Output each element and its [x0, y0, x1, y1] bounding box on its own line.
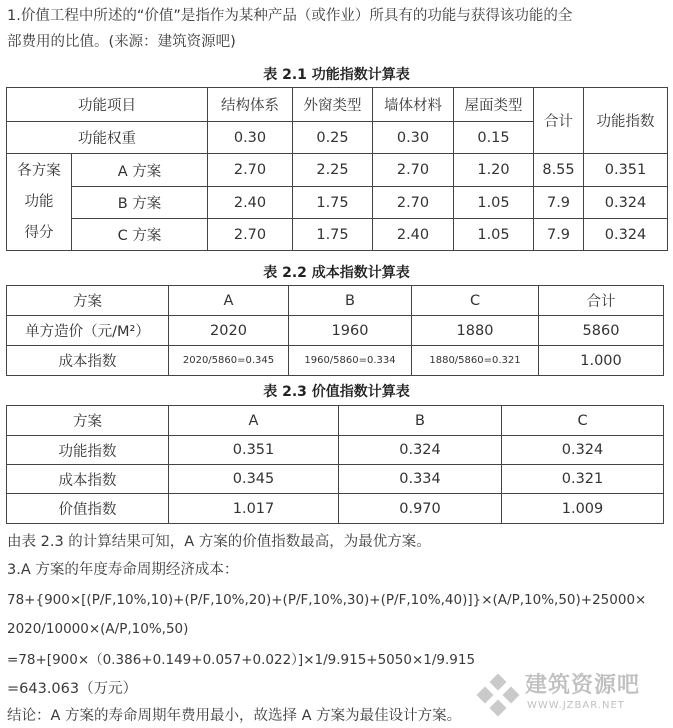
cell: 1.017 — [169, 494, 339, 524]
header-c: C — [502, 406, 664, 436]
cell: 1.75 — [293, 187, 373, 219]
weight-value: 0.30 — [373, 122, 454, 154]
row-label: 成本指数 — [7, 346, 169, 376]
value-index-table — [6, 405, 664, 524]
header-total: 合计 — [539, 286, 664, 316]
intro-line-1: 1.价值工程中所述的“价值”是指作为某种产品（或作业）所具有的功能与获得该功能的全 — [7, 8, 573, 24]
scheme-name: A 方案 — [72, 154, 208, 187]
cell: 2.70 — [208, 219, 293, 251]
table2-caption: 表 2.2 成本指数计算表 — [263, 265, 410, 281]
function-index-table — [6, 87, 668, 251]
cell: 2.70 — [373, 154, 454, 187]
header-roof: 屋面类型 — [454, 88, 534, 122]
table1-caption: 表 2.1 功能指数计算表 — [263, 67, 410, 83]
cell: 1.000 — [539, 346, 664, 376]
table3-caption: 表 2.3 价值指数计算表 — [263, 384, 410, 400]
intro-line-2: 部费用的比值。(来源：建筑资源吧) — [7, 34, 236, 50]
group-label-line: 得分 — [24, 224, 54, 241]
cell: 7.9 — [534, 219, 584, 251]
weight-value: 0.25 — [293, 122, 373, 154]
cell: 1880/5860=0.321 — [412, 346, 539, 376]
header-total: 合计 — [534, 88, 584, 154]
row-label: 功能指数 — [7, 436, 169, 465]
header-a: A — [169, 406, 339, 436]
header-b: B — [339, 406, 502, 436]
header-function-item: 功能项目 — [7, 88, 208, 122]
cell: 7.9 — [534, 187, 584, 219]
cell: 1.05 — [454, 219, 534, 251]
cell: 1.05 — [454, 187, 534, 219]
cell: 2.25 — [293, 154, 373, 187]
formula-line-3: =78+[900×（0.386+0.149+0.057+0.022）]×1/9.915+5050×1/9.915 — [7, 652, 476, 668]
section-3-heading: 3.A 方案的年度寿命周期经济成本： — [7, 562, 239, 578]
cell: 1.75 — [293, 219, 373, 251]
cell: 2.70 — [373, 187, 454, 219]
cell: 1.20 — [454, 154, 534, 187]
cell: 2.40 — [373, 219, 454, 251]
group-label-line: 功能 — [24, 193, 54, 210]
cell: 0.324 — [584, 219, 668, 251]
cell: 1960/5860=0.334 — [289, 346, 412, 376]
scheme-name: B 方案 — [72, 187, 208, 219]
scheme-name: C 方案 — [72, 219, 208, 251]
conclusion-1: 由表 2.3 的计算结果可知，A 方案的价值指数最高，为最优方案。 — [7, 534, 431, 550]
watermark — [475, 666, 665, 726]
cell: 2020 — [169, 316, 289, 346]
watermark-url: WWW.JZBAR.NET — [527, 700, 625, 711]
header-a: A — [169, 286, 289, 316]
watermark-logo-icon — [475, 674, 521, 720]
watermark-name: 建筑资源吧 — [525, 673, 641, 698]
row-label: 成本指数 — [7, 465, 169, 494]
cell: 2.40 — [208, 187, 293, 219]
cell: 8.55 — [534, 154, 584, 187]
cell: 1.009 — [502, 494, 664, 524]
cell: 0.334 — [339, 465, 502, 494]
header-structure: 结构体系 — [208, 88, 293, 122]
row-label: 价值指数 — [7, 494, 169, 524]
cost-index-table — [6, 285, 664, 376]
cell: 2.70 — [208, 154, 293, 187]
cell: 0.324 — [502, 436, 664, 465]
cell: 0.970 — [339, 494, 502, 524]
group-label-line: 各方案 — [17, 162, 61, 179]
header-b: B — [289, 286, 412, 316]
cell: 0.351 — [584, 154, 668, 187]
cell: 5860 — [539, 316, 664, 346]
cell: 1960 — [289, 316, 412, 346]
cell: 0.321 — [502, 465, 664, 494]
weight-value: 0.30 — [208, 122, 293, 154]
result-line: =643.063（万元） — [7, 681, 138, 697]
formula-line-2: 2020/10000×(A/P,10%,50) — [7, 621, 189, 637]
header-wall: 墙体材料 — [373, 88, 454, 122]
row-label: 单方造价（元/M²） — [7, 316, 169, 346]
cell: 0.345 — [169, 465, 339, 494]
cell: 1880 — [412, 316, 539, 346]
formula-line-1: 78+{900×[(P/F,10%,10)+(P/F,10%,20)+(P/F,10%,30)+(P/F,10%,40)]}×(A/P,10%,50)+25000× — [7, 592, 647, 608]
cell: 0.324 — [584, 187, 668, 219]
header-scheme: 方案 — [7, 406, 169, 436]
conclusion-2: 结论：A 方案的寿命周期年费用最小，故选择 A 方案为最佳设计方案。 — [7, 708, 462, 724]
header-window: 外窗类型 — [293, 88, 373, 122]
cell: 0.324 — [339, 436, 502, 465]
cell: 0.351 — [169, 436, 339, 465]
cell: 2020/5860=0.345 — [169, 346, 289, 376]
weight-value: 0.15 — [454, 122, 534, 154]
score-group-label — [7, 154, 72, 251]
weight-label: 功能权重 — [7, 122, 208, 154]
header-scheme: 方案 — [7, 286, 169, 316]
header-c: C — [412, 286, 539, 316]
header-function-index: 功能指数 — [584, 88, 668, 154]
